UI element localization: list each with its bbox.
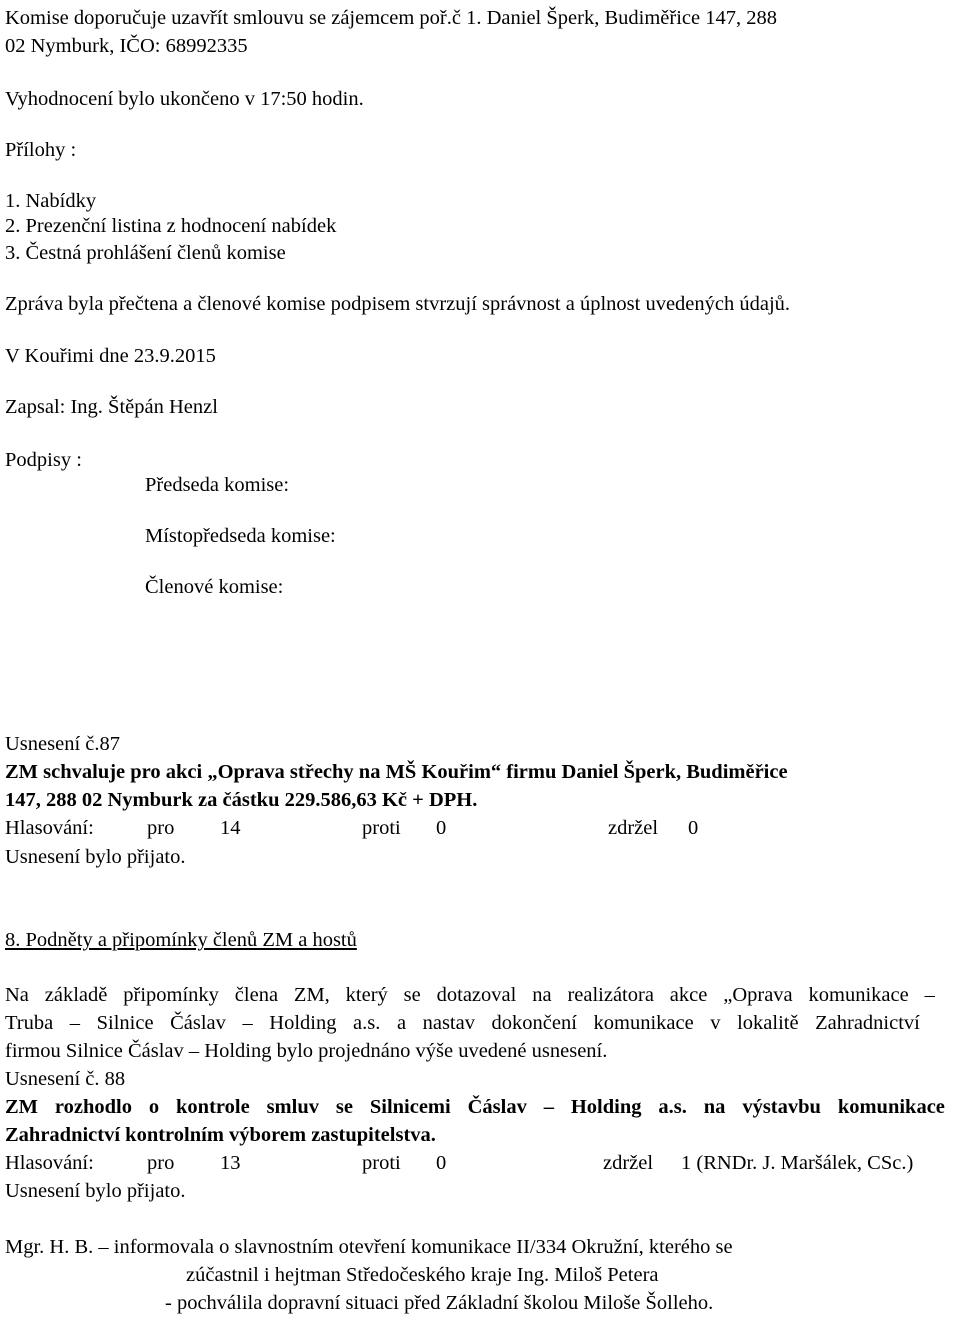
word: v [710,1012,721,1034]
vote-label: Hlasování: [5,817,94,839]
vote-for-count: 13 [220,1152,241,1174]
word: – [69,1012,81,1034]
recorded-by: Zapsal: Ing. Štěpán Henzl [5,396,218,418]
section-8-paragraph-line [5,1009,920,1037]
word: základě [44,984,108,1006]
resolution-88-text [5,1093,945,1121]
resolution-88-text: Zahradnictví kontrolním výborem zastupitelstva. [5,1124,436,1146]
word: Zahradnictví [815,1012,920,1034]
section-8-paragraph-line: firmou Silnice Čáslav – Holding bylo projednáno výše uvedené usnesení. [5,1040,608,1062]
word: Silnice [96,1012,154,1034]
word: kontrole [176,1096,250,1118]
word: lokalitě [737,1012,799,1034]
attachment-item: 1. Nabídky [5,190,97,212]
resolution-87-text: ZM schvaluje pro akci „Oprava střechy na MŠ Kouřim“ firmu Daniel Šperk, Budiměřice [5,761,788,783]
vote-abstain-label: zdržel [603,1152,654,1174]
resolution-88-result: Usnesení bylo přijato. [5,1180,186,1202]
signature-chair: Předseda komise: [145,474,290,496]
word: akce [669,984,708,1006]
vote-abstain-count: 1 (RNDr. J. Maršálek, CSc.) [681,1152,914,1174]
word: na [703,1096,726,1118]
intro-line-2: 02 Nymburk, IČO: 68992335 [5,35,248,57]
word: Čáslav [170,1012,226,1034]
vote-abstain-count: 0 [688,817,699,839]
place-date: V Kouřimi dne 23.9.2015 [5,345,216,367]
word: ZM, [293,984,330,1006]
word: komunikace [808,984,909,1006]
section-8-paragraph-line [5,981,935,1009]
vote-for-label: pro [147,817,175,839]
word: který [345,984,388,1006]
word: Truba [5,1012,54,1034]
signatures-heading: Podpisy : [5,449,82,471]
vote-against-count: 0 [436,1152,447,1174]
vote-against-count: 0 [436,817,447,839]
resolution-88-vote [5,1149,955,1177]
word: – [543,1096,554,1118]
word: o [148,1096,160,1118]
info-line: zúčastnil i hejtman Středočeského kraje Ing. Miloš Petera [186,1264,659,1286]
word: na [532,984,552,1006]
word: dokončení [491,1012,577,1034]
word: rozhodlo [54,1096,132,1118]
word: komunikace [837,1096,945,1118]
word: a.s. [658,1096,687,1118]
word: Na [5,984,29,1006]
vote-label: Hlasování: [5,1152,94,1174]
word: – [924,984,935,1006]
evaluation-end: Vyhodnocení bylo ukončeno v 17:50 hodin. [5,88,364,110]
attachment-item: 3. Čestná prohlášení členů komise [5,242,286,264]
word: – [242,1012,253,1034]
word: Silnicemi [369,1096,451,1118]
word: Holding [269,1012,337,1034]
resolution-87-text: 147, 288 02 Nymburk za částku 229.586,63 Kč + DPH. [5,789,478,811]
resolution-87-result: Usnesení bylo přijato. [5,846,186,868]
word: připomínky [123,984,219,1006]
attachments-heading: Přílohy : [5,139,77,161]
word: se [403,984,421,1006]
word: dotazoval [436,984,517,1006]
vote-abstain-label: zdržel [608,817,659,839]
vote-for-label: pro [147,1152,175,1174]
word: komunikace [593,1012,694,1034]
word: realizátora [567,984,654,1006]
signature-vice-chair: Místopředseda komise: [145,525,336,547]
word: smluv [266,1096,319,1118]
word: ZM [5,1096,39,1118]
vote-against-label: proti [362,1152,401,1174]
word: Čáslav [467,1096,527,1118]
info-line: Mgr. H. B. – informovala o slavnostním otevření komunikace II/334 Okružní, kterého se [5,1236,733,1258]
word: a [396,1012,407,1034]
resolution-87-number: Usnesení č.87 [5,733,121,755]
signature-members: Členové komise: [145,576,284,598]
word: se [335,1096,353,1118]
word: výstavbu [742,1096,821,1118]
vote-for-count: 14 [220,817,241,839]
attachment-item: 2. Prezenční listina z hodnocení nabídek [5,215,337,237]
vote-against-label: proti [362,817,401,839]
section-8-heading: 8. Podněty a připomínky členů ZM a hostů [5,929,357,951]
word: člena [234,984,279,1006]
resolution-87-vote [5,814,955,842]
resolution-88-number: Usnesení č. 88 [5,1068,126,1090]
word: a.s. [353,1012,381,1034]
report-note: Zpráva byla přečtena a členové komise podpisem stvrzují správnost a úplnost uvedených údajů. [5,293,791,315]
word: „Oprava [723,984,793,1006]
intro-line-1: Komise doporučuje uzavřít smlouvu se zájemcem poř.č 1. Daniel Šperk, Budiměřice 147, 288 [5,7,777,29]
word: nastav [422,1012,475,1034]
info-line: - pochválila dopravní situaci před Základní školou Miloše Šolleho. [165,1292,714,1314]
word: Holding [570,1096,642,1118]
